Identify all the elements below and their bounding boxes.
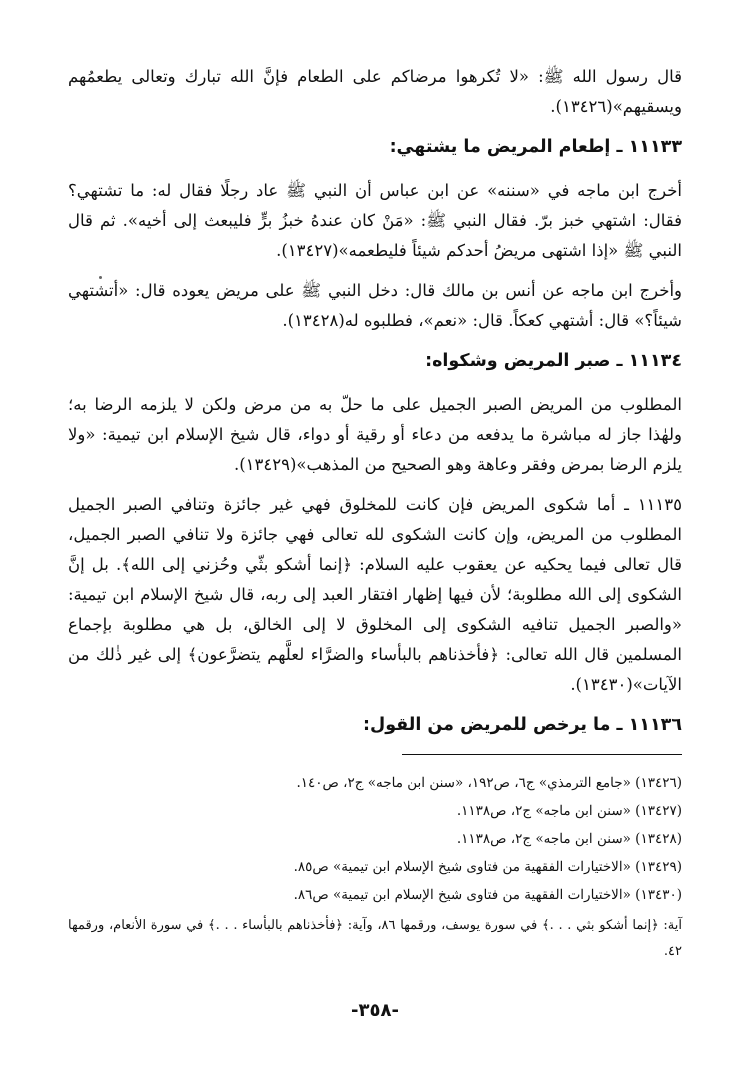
footnotes [68,769,682,965]
paragraph-complaint: ١١١٣٥ ـ أما شكوى المريض فإن كانت للمخلوق فهي غير جائزة وتنافي الصبر الجميل المطلوب من المريض، وإن كانت الشكوى لله تعالى فهي جائزة ولا تنافي الصبر الجميل، قال تعالى فيما يحكيه عن يعقوب عليه السلام: ﴿إنما أشكو بثّي وحُزني إلى الله﴾. بل إنَّ الشكوى إلى الله مطلوبة؛ لأن فيها إظهار افتقار العبد إلى ربه، قال شيخ الإسلام ابن تيمية: «والصبر الجميل تنافيه الشكوى إلى المخلوق لا إلى الخالق، بل هي مطلوبة بإجماع المسلمين قال الله تعالى: ﴿فأخذناهم بالبأساء والضرَّاء لعلَّهم يتضرَّعون﴾ إلى غير ذٰلك من الآيات»(١٣٤٣٠). [68,495,682,694]
stray-dot [99,276,102,279]
section-heading-11134: ١١١٣٤ ـ صبر المريض وشكواه: [425,351,682,371]
section-heading-11136: ١١١٣٦ ـ ما يرخص للمريض من القول: [363,715,682,735]
section-heading-11133: ١١١٣٣ ـ إطعام المريض ما يشتهي: [389,137,682,157]
footnote-13429: (١٣٤٢٩) «الاختيارات الفقهية من فتاوى شيخ الإسلام ابن تيمية» ص٨٥. [293,859,682,875]
footnote-13430: (١٣٤٣٠) «الاختيارات الفقهية من فتاوى شيخ الإسلام ابن تيمية» ص٨٦. [293,887,682,903]
paragraph-hadith: قال رسول الله ﷺ: «لا تُكرهوا مرضاكم على الطعام فإنَّ الله تبارك وتعالى يطعمُهم ويسقيهم»(١٣٤٢٦). [68,67,682,116]
paragraph-ibn-majah-anas: وأخرج ابن ماجه عن أنس بن مالك قال: دخل النبي ﷺ على مريض يعوده قال: «أتشتهي شيئاً؟» قال: أشتهي كعكاً. قال: «نعم»، فطلبوه له(١٣٤٢٨). [68,281,682,330]
verse-note: آية: ﴿إنما أشكو بثي . . .﴾ في سورة يوسف، ورقمها ٨٦، وآية: ﴿فأخذناهم بالبأساء . . .﴾ في سورة الأنعام، ورقمها ٤٢. [68,918,682,959]
footnote-13426: (١٣٤٢٦) «جامع الترمذي» ج٦، ص١٩٢، «سنن ابن ماجه» ج٢، ص١٤٠. [296,775,682,791]
footnote-separator [402,754,682,755]
paragraph-ibn-majah-abbas: أخرج ابن ماجه في «سننه» عن ابن عباس أن النبي ﷺ عاد رجلًا فقال له: ما تشتهي؟ فقال: اشتهي خبز برّ. فقال النبي ﷺ: «مَنْ كان عندهُ خبزُ برٍّ فليبعث إلى أخيه». ثم قال النبي ﷺ «إذا اشتهى مريضُ أحدكم شيئاً فليطعمه»(١٣٤٢٧). [68,181,682,260]
page-number: -٣٥٨- [351,1000,399,1021]
footnote-13428: (١٣٤٢٨) «سنن ابن ماجه» ج٢، ص١١٣٨. [456,831,682,847]
paragraph-patience: المطلوب من المريض الصبر الجميل على ما حلّ به من مرض ولكن لا يلزمه الرضا به؛ ولهٰذا جاز له مباشرة ما يدفعه من دعاء أو رقية أو دواء، قال شيخ الإسلام ابن تيمية: «ولا يلزم الرضا بمرض وفقر وعاهة وهو الصحيح من المذهب»(١٣٤٢٩). [68,395,682,474]
footnote-13427: (١٣٤٢٧) «سنن ابن ماجه» ج٢، ص١١٣٨. [456,803,682,819]
